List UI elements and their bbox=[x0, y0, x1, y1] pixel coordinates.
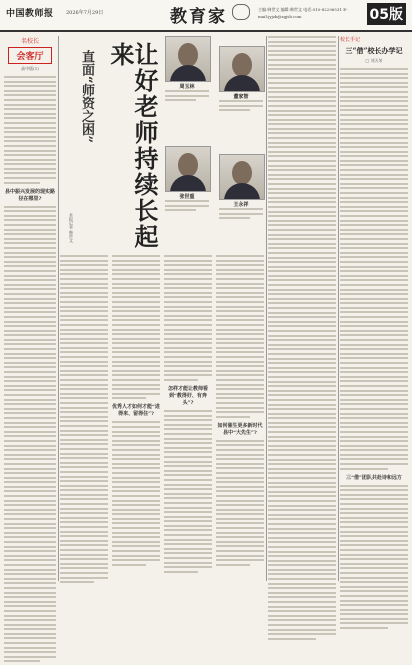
side-article-title: 三“借”校长办学记 bbox=[345, 46, 403, 55]
portrait-photo bbox=[219, 154, 265, 200]
right-text-area bbox=[268, 36, 338, 584]
portrait-photo bbox=[165, 146, 211, 192]
column-label-badge: 校长手记 bbox=[340, 37, 361, 43]
portrait-photo bbox=[219, 46, 265, 92]
right-column bbox=[268, 36, 336, 642]
portrait-name: 张世重 bbox=[179, 194, 195, 200]
body-column-4 bbox=[216, 255, 264, 568]
column-divider bbox=[58, 36, 59, 581]
editor-info: 主编:韩世文 编辑:韩世文 电话:010-82296531 E-mail:jyjzk@zgjsb.com bbox=[258, 7, 348, 19]
portrait-1 bbox=[165, 36, 209, 104]
sub-headline: 直面“师资之困” bbox=[79, 50, 94, 143]
paper-name: 中国教师报 bbox=[6, 9, 54, 19]
portrait-caption bbox=[165, 90, 209, 101]
body-heading-2: 怎样才能让教师看到“教得好、有奔头”? bbox=[167, 386, 208, 407]
side-bottom-heading: 三“借”团队共赴诗和远方 bbox=[346, 474, 402, 481]
left-section-heading: 县中振兴发展的现实路径在哪里? bbox=[4, 188, 55, 202]
section-tag-icon bbox=[232, 4, 250, 20]
portrait-name: 周玉林 bbox=[179, 84, 195, 90]
body-heading-3: 如何催生更多新时代县中“大先生”? bbox=[217, 422, 263, 436]
body-column-2 bbox=[112, 255, 160, 568]
headline-block bbox=[60, 38, 164, 253]
main-headline: 让好老师持续长起来 bbox=[106, 42, 159, 250]
portrait-name: 董家智 bbox=[233, 94, 249, 100]
column-divider bbox=[266, 36, 267, 581]
body-column-1 bbox=[60, 255, 108, 586]
column-sub-label: 高中版(1) bbox=[21, 66, 39, 71]
article-body bbox=[60, 255, 266, 583]
column-divider bbox=[338, 36, 339, 581]
far-right-column bbox=[340, 36, 408, 584]
portrait-2 bbox=[219, 46, 263, 114]
byline: 本报记者 韩世文 bbox=[69, 213, 74, 243]
portrait-photo bbox=[165, 36, 211, 82]
masthead bbox=[0, 0, 412, 32]
page-number: 05版 bbox=[367, 3, 406, 25]
body-heading-1: 优秀人才如何才能“进得来、留得住”? bbox=[112, 404, 160, 418]
column-box-title: 会客厅 bbox=[8, 47, 52, 64]
portrait-name: 王永祥 bbox=[233, 202, 249, 208]
section-title: 教育家 bbox=[170, 7, 227, 27]
side-article-text bbox=[340, 68, 408, 629]
photo-grid bbox=[165, 36, 265, 286]
left-column bbox=[4, 36, 56, 665]
issue-date: 2026年7月29日 bbox=[66, 10, 104, 16]
column-label: 名校长 bbox=[20, 38, 39, 45]
left-body-text bbox=[4, 206, 56, 663]
portrait-caption bbox=[219, 208, 263, 219]
body-column-3 bbox=[164, 255, 212, 575]
intro-text bbox=[4, 76, 56, 184]
side-article-author: □ 刘天荣 bbox=[365, 58, 383, 63]
portrait-4 bbox=[219, 154, 263, 222]
portrait-3 bbox=[165, 146, 209, 214]
portrait-caption bbox=[165, 200, 209, 211]
portrait-caption bbox=[219, 100, 263, 111]
